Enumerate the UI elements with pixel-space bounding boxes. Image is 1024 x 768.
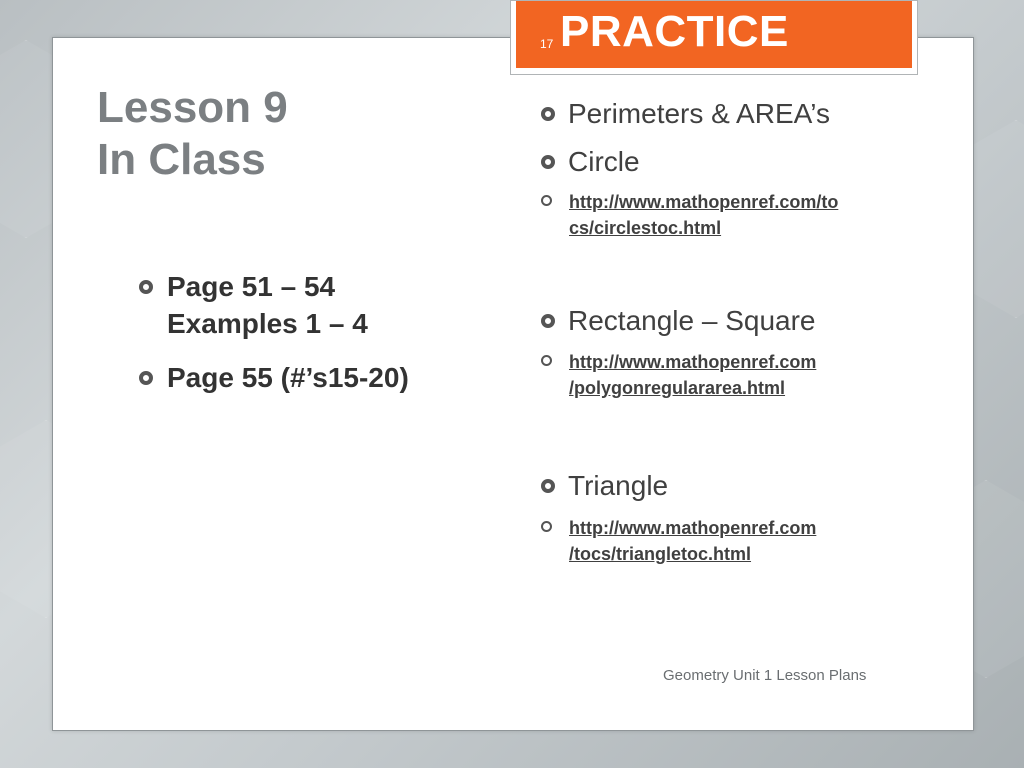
left-bullet-text: Page 55 (#’s15-20) [167,362,409,393]
right-bullet-item [541,303,816,339]
sub-bullet-marker-icon [541,195,552,206]
right-bullet-item [541,468,668,504]
sub-bullet-marker-icon [541,355,552,366]
left-bullet-item [139,359,409,396]
slide-title-line-1: Lesson 9 [97,83,288,132]
section-tab [510,0,918,75]
triangle-link[interactable] [569,515,816,567]
right-bullet-text: Rectangle – Square [568,305,816,336]
right-bullet-item [541,96,830,132]
slide-number: 17 [540,37,554,51]
rectangle-link[interactable] [569,349,816,401]
circle-link-line-1[interactable]: http://www.mathopenref.com/to [569,192,839,212]
triangle-link-line-2[interactable]: /tocs/triangletoc.html [569,544,752,564]
left-bullet-text-line-1: Page 51 – 54 [167,271,336,302]
slide-footer: Geometry Unit 1 Lesson Plans [663,667,867,684]
bullet-marker-icon [139,280,153,294]
right-bullet-text: Perimeters & AREA’s [568,98,830,129]
left-bullet-item [139,268,368,342]
bullet-marker-icon [541,479,555,493]
right-bullet-text: Triangle [568,470,669,501]
bullet-marker-icon [541,107,555,121]
rectangle-link-line-2[interactable]: /polygonregulararea.html [569,378,786,398]
bullet-marker-icon [541,314,555,328]
right-bullet-item [541,144,640,180]
right-sub-bullet-item [541,349,816,401]
slide-title-line-2: In Class [97,135,266,184]
circle-link[interactable] [569,189,838,241]
slide-title [97,82,288,186]
right-sub-bullet-item [541,189,838,241]
circle-link-line-2[interactable]: cs/circlestoc.html [569,218,722,238]
right-bullet-text: Circle [568,146,640,177]
triangle-link-line-1[interactable]: http://www.mathopenref.com [569,518,817,538]
left-bullet-text-line-2: Examples 1 – 4 [167,308,368,339]
right-sub-bullet-item [541,515,816,567]
section-tab-title: PRACTICE [560,7,789,56]
section-tab-fill [516,1,912,68]
bullet-marker-icon [139,371,153,385]
sub-bullet-marker-icon [541,521,552,532]
rectangle-link-line-1[interactable]: http://www.mathopenref.com [569,352,817,372]
bullet-marker-icon [541,155,555,169]
slide-content-area [52,37,974,731]
